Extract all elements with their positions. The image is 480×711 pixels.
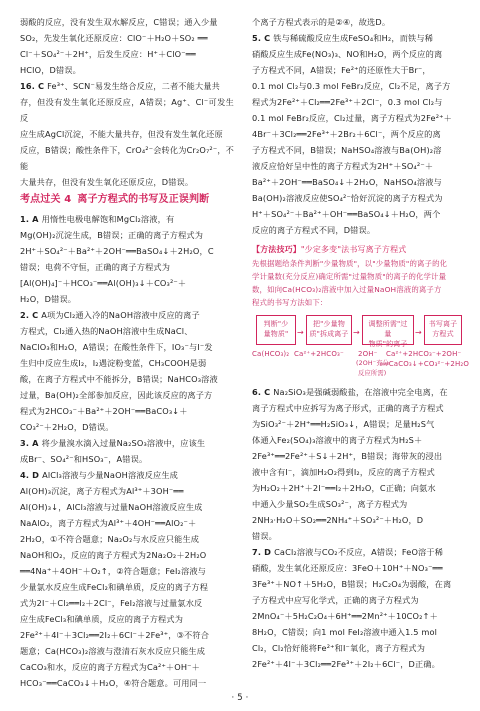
text-line: 3. A 将少量溴水滴入过量Na₂SO₃溶液中，应该生 xyxy=(20,438,206,448)
text-line: 错误；电荷不守恒，正确的离子方程式为 xyxy=(20,262,171,272)
text-line: 6. C Na₂SiO₃是强碱弱酸盐，在溶液中完全电离，在 xyxy=(252,387,448,397)
text-line: Ba(OH)₂溶液反应使SO₄²⁻恰好沉淀的离子方程式为 xyxy=(252,193,443,203)
text-line: 8H₂O，C错误；向1 mol FeI₂溶液中通入1.5 mol xyxy=(252,627,438,637)
text-line: 少量氯水反应生成FeCl₂和碘单质，反应的离子方程 xyxy=(20,582,209,592)
tip-heading xyxy=(252,243,464,257)
text-line: 酸，在离子方程式中不能拆分，B错误；NaHCO₃溶液 xyxy=(20,374,218,384)
text-line: 先根据题给条件判断"少量物质"，以"少量物质"的离子的化 xyxy=(252,259,448,268)
text-line: 反应的离子方程式不同，D错误。 xyxy=(252,225,376,235)
text-line: Al(OH)₃沉淀，离子方程式为Al³⁺＋3OH⁻══ xyxy=(20,486,184,496)
answer-item-6 xyxy=(252,384,464,544)
text-line: 体通入Fe₂(SO₄)₃溶液中的离子方程式为H₂S＋ xyxy=(252,435,423,445)
tip-body xyxy=(252,257,464,309)
text-line: Cl⁻＋SO₄²⁻＋2H⁺，后发生反应：H⁺＋ClO⁻══ xyxy=(20,49,196,59)
text-line: 中通入少量SO₂生成SO₃²⁻，离子方程式为 xyxy=(252,499,408,509)
answer-number: 2. C xyxy=(20,310,39,320)
answer-item-7 xyxy=(252,544,464,672)
answer-item-4 xyxy=(20,467,234,691)
text-line: 7. D CaCl₂溶液与CO₂不反应，A错误；FeO溶于稀 xyxy=(252,547,444,557)
text-line: 大量共存，但没有发生氧化还原反应，D错误。 xyxy=(20,177,194,187)
text-line: 存，但没有发生氧化还原反应，A错误；Ag⁺、Cl⁻可发生反 xyxy=(20,97,234,123)
text-line: 为H₂O₂＋2H⁺＋2I⁻══I₂＋2H₂O，C正确；向氨水 xyxy=(252,483,436,493)
section-lead: 考点过关 4 xyxy=(20,194,72,205)
text-line: NaOH和O₂，反应的离子方程式为2Na₂O₂＋2H₂O xyxy=(20,550,207,560)
text-line: NaClO₃和H₂O，A错误；在酸性条件下，IO₃⁻与I⁻发 xyxy=(20,342,213,352)
text-line: CaCO₃和水，反应的离子方程式为Ca²⁺＋OH⁻＋ xyxy=(20,662,200,672)
answer-item-3 xyxy=(20,435,234,467)
answer-item-2 xyxy=(20,307,234,435)
answer-continuation xyxy=(252,14,464,30)
text-line: 4. D AlCl₃溶液与少量NaOH溶液反应生成 xyxy=(20,470,179,480)
text-line: ══4Na⁺＋4OH⁻＋O₂↑，②符合题意；FeI₂溶液与 xyxy=(20,566,206,576)
flow-note: (2OH⁻充分 xyxy=(356,360,390,367)
answer-number: 6. C xyxy=(252,387,271,397)
flow-step-box: 书写离子 方程式 xyxy=(424,315,462,345)
text-line: 硝酸，发生氧化还原反应：3FeO＋10H⁺＋NO₃⁻══ xyxy=(252,563,443,573)
tip-title: "少定多变"法书写离子方程式 xyxy=(300,245,407,254)
answer-number: 7. D xyxy=(252,547,272,557)
text-line: Ba²⁺＋2OH⁻══BaSO₄↓＋2H₂O，NaHSO₄溶液与 xyxy=(252,177,442,187)
flow-step-box: 把"少量物 质"拆成离子 xyxy=(306,315,352,345)
text-line: 反应，B错误；酸性条件下，CrO₄²⁻会转化为Cr₂O₇²⁻，不能 xyxy=(20,145,234,171)
text-line: 3Fe³⁺＋NO↑＋5H₂O，B错误；H₂C₂O₄为弱酸，在离 xyxy=(252,579,452,589)
text-line: 程式为2Fe²⁺＋Cl₂══2Fe³⁺＋2Cl⁻，0.3 mol Cl₂与 xyxy=(252,97,443,107)
text-line: 过量，Ba(OH)₂全部参加反应，因此该反应的离子方 xyxy=(20,390,213,400)
text-line: 程式为2HCO₃⁻＋Ba²⁺＋2OH⁻══BaCO₃↓＋ xyxy=(20,406,188,416)
text-line: 2MnO₄⁻＋5H₂C₂O₄＋6H⁺══2Mn²⁺＋10CO₂↑＋ xyxy=(252,611,438,621)
answer-number: 5. C xyxy=(252,33,271,43)
text-line: 弱酸的反应，没有发生双水解反应，C错误；通入少量 xyxy=(20,17,218,27)
text-line: CO₃²⁻＋2H₂O，D错误。 xyxy=(20,422,114,432)
answer-item-5 xyxy=(252,30,464,238)
text-line: [Al(OH)₄]⁻＋HCO₃⁻══Al(OH)₃↓＋CO₃²⁻＋ xyxy=(20,278,187,288)
text-line: 4Br⁻＋3Cl₂══2Fe³⁺＋2Br₂＋6Cl⁻，两个反应的离 xyxy=(252,129,441,139)
answer-continuation xyxy=(20,14,234,78)
text-line: 离子方程式中应拆写为离子形式，正确的离子方程式 xyxy=(252,403,444,413)
right-column xyxy=(252,14,469,672)
text-line: 生归中反应生成I₂，I₂遇淀粉变蓝，CH₃COOH是弱 xyxy=(20,358,207,368)
text-line: H⁺＋SO₄²⁻＋Ba²⁺＋OH⁻══BaSO₄↓＋H₂O，两个 xyxy=(252,209,441,219)
text-line: 0.1 mol FeBr₂反应，Cl₂过量，离子方程式为2Fe²⁺＋ xyxy=(252,113,452,123)
flow-diagram xyxy=(252,313,469,379)
text-line: 方程式，Cl₂通入热的NaOH溶液中生成NaCl、 xyxy=(20,326,193,336)
text-line: 2NH₃·H₂O＋SO₂══2NH₄⁺＋SO₃²⁻＋H₂O，D xyxy=(252,515,424,525)
text-line: 1. A 用惰性电极电解饱和MgCl₂溶液，有 xyxy=(20,214,175,224)
text-line: 0.1 mol Cl₂与0.3 mol FeBr₂反应，Cl₂不足，离子方 xyxy=(252,81,451,91)
answer-item-1 xyxy=(20,211,234,307)
text-line: HClO，D错误。 xyxy=(20,65,81,75)
section-title-text: 离子方程式的书写及正误判断 xyxy=(77,194,210,205)
text-line: Cl₂，Cl₂恰好能将Fe²⁺和I⁻氧化，离子方程式为 xyxy=(252,643,426,653)
text-line: 应生成AgCl沉淀，不能大量共存，但没有发生氧化还原 xyxy=(20,129,223,139)
flow-formula: 2OH⁻ xyxy=(358,350,378,358)
answer-number: 3. A xyxy=(20,438,39,448)
method-tip-box xyxy=(252,243,469,379)
answer-item-16 xyxy=(20,78,234,190)
text-line: 液中含有I⁻，滴加H₂O₂得到I₂，反应的离子方程式 xyxy=(252,467,435,477)
flow-formula: ══CaCO₃↓+CO₃²⁻+2H₂O xyxy=(380,360,469,368)
text-line: 2. C A项为Cl₂通入冷的NaOH溶液中反应的离子 xyxy=(20,310,200,320)
flow-formula: Ca(HCO₃)₂ xyxy=(252,350,290,358)
text-line: 子方程式不同，B错误；NaHSO₄溶液与Ba(OH)₂溶 xyxy=(252,145,442,155)
flow-note: 反应所需) xyxy=(358,370,387,377)
flow-step-box: 判断"少 量物质" xyxy=(256,315,296,345)
answer-number: 16. C xyxy=(20,81,45,91)
text-line: 子方程式中应写化学式，正确的离子方程式为 xyxy=(252,595,419,605)
text-line: 个离子方程式表示的是②④，故选D。 xyxy=(252,17,391,27)
text-line: 子方程式不同，A错误；Fe²⁺的还原性大于Br⁻， xyxy=(252,65,431,75)
text-line: 2H₂O，①不符合题意；Na₂O₂与水反应只能生成 xyxy=(20,534,200,544)
page-number: · 5 · xyxy=(231,693,249,703)
answer-number: 1. A xyxy=(20,214,39,224)
text-line: 2Fe²⁺＋4I⁻＋3Cl₂══2Fe³⁺＋2I₂＋6Cl⁻，D正确。 xyxy=(252,659,440,669)
arrow-right-icon: → xyxy=(415,328,422,337)
flow-formula: Ca²⁺+2HCO₃⁻+2OH⁻ xyxy=(386,350,462,358)
text-line: 学计量数(充分反应)确定所需"过量物质"的离子的化学计量 xyxy=(252,272,447,281)
text-line: Al(OH)₃↓，AlCl₃溶液与过量NaOH溶液反应生成 xyxy=(20,502,203,512)
answer-number: 4. D xyxy=(20,470,40,480)
arrow-right-icon: → xyxy=(353,328,360,337)
text-line: 程式的书写方法如下： xyxy=(252,298,328,307)
text-line: 16. C Fe³⁺、SCN⁻易发生络合反应，二者不能大量共 xyxy=(20,81,220,91)
text-line: 应生成FeCl₃和碘单质，反应的离子方程式为 xyxy=(20,614,184,624)
tip-tag: 【方法技巧】 xyxy=(252,245,301,254)
text-line: 题意；Ca(HCO₃)₂溶液与澄清石灰水反应只能生成 xyxy=(20,646,206,656)
text-line: 2H⁺＋SO₄²⁻＋Ba²⁺＋2OH⁻══BaSO₄↓＋2H₂O，C xyxy=(20,246,214,256)
text-line: 为SiO₃²⁻＋2H⁺══H₂SiO₃↓，A错误；足量H₂S气 xyxy=(252,419,435,429)
text-line: 2Fe²⁺＋4I⁻＋3Cl₂══2I₂＋6Cl⁻＋2Fe³⁺，③不符合 xyxy=(20,630,210,640)
text-line: 式为2I⁻＋Cl₂══I₂＋2Cl⁻，FeI₂溶液与过量氯水反 xyxy=(20,598,203,608)
text-line: 液反应恰好呈中性的离子方程式为2H⁺＋SO₄²⁻＋ xyxy=(252,161,434,171)
text-line: 成Br⁻、SO₄²⁻和HSO₃⁻，A错误。 xyxy=(20,454,148,464)
text-line: 2Fe³⁺══2Fe²⁺＋S↓＋2H⁺，B错误；海带灰的浸出 xyxy=(252,451,443,461)
text-line: 数，如向Ca(HCO₃)₂溶液中加入过量NaOH溶液的离子方 xyxy=(252,285,442,294)
text-line: SO₂，先发生氧化还原反应：ClO⁻＋H₂O＋SO₂ ══ xyxy=(20,33,208,43)
left-column xyxy=(20,14,234,691)
arrow-right-icon: → xyxy=(297,328,304,337)
flow-step-box: 调整所需"过量 物质"的离子 xyxy=(362,315,414,345)
text-line: 5. C 铁与稀硫酸反应生成FeSO₄和H₂，而铁与稀 xyxy=(252,33,434,43)
text-line: H₂O，D错误。 xyxy=(20,294,77,304)
text-line: HCO₃⁻══CaCO₃↓＋H₂O，④符合题意。可用同一 xyxy=(20,678,207,688)
text-line: 错误。 xyxy=(252,531,278,541)
text-line: NaAlO₂，离子方程式为Al³⁺＋4OH⁻══AlO₂⁻＋ xyxy=(20,518,197,528)
flow-formula: Ca²⁺+2HCO₃⁻ xyxy=(294,350,344,358)
text-line: 硝酸反应生成Fe(NO₃)₃、NO和H₂O，两个反应的离 xyxy=(252,49,443,59)
text-line: Mg(OH)₂沉淀生成，B错误；正确的离子方程式为 xyxy=(20,230,204,240)
section-heading xyxy=(20,191,234,209)
